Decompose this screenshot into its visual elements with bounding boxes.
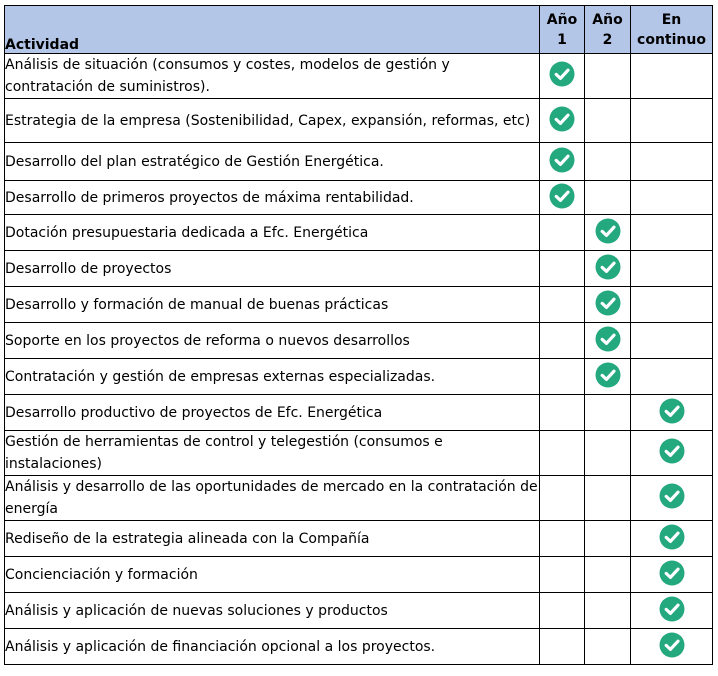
activity-cell: Desarrollo de proyectos [5,251,540,287]
activity-cell: Dotación presupuestaria dedicada a Efc. Energética [5,215,540,251]
activity-cell: Desarrollo del plan estratégico de Gestión Energética. [5,143,540,181]
year1-cell [540,431,585,476]
continuous-cell [631,359,713,395]
check-circle-icon [659,483,685,509]
year1-cell [540,593,585,629]
table-row [5,593,713,629]
activity-cell: Desarrollo de primeros proyectos de máxima rentabilidad. [5,181,540,215]
year2-cell [585,431,631,476]
continuous-cell [631,557,713,593]
year2-cell [585,143,631,181]
header-continuous: En continuo [631,6,713,54]
table-row [5,287,713,323]
activity-cell: Desarrollo productivo de proyectos de Efc. Energética [5,395,540,431]
continuous-cell [631,99,713,143]
year2-cell [585,476,631,521]
check-circle-icon [659,596,685,622]
year2-cell [585,629,631,665]
activity-cell: Análisis y desarrollo de las oportunidades de mercado en la contratación de energía [5,476,540,521]
year2-cell [585,593,631,629]
table-header-row [5,6,713,54]
year1-cell [540,99,585,143]
year1-cell [540,629,585,665]
check-circle-icon [549,106,575,132]
activity-cell: Análisis y aplicación de nuevas soluciones y productos [5,593,540,629]
table-row [5,431,713,476]
table-row [5,395,713,431]
activity-cell: Desarrollo y formación de manual de buenas prácticas [5,287,540,323]
continuous-cell [631,287,713,323]
continuous-cell [631,593,713,629]
check-circle-icon [549,183,575,209]
activity-cell: Gestión de herramientas de control y telegestión (consumos e instalaciones) [5,431,540,476]
activity-cell: Estrategia de la empresa (Sostenibilidad, Capex, expansión, reformas, etc) [5,99,540,143]
table-row [5,359,713,395]
year1-cell [540,215,585,251]
activity-plan-table [4,5,713,665]
check-circle-icon [549,61,575,87]
continuous-cell [631,395,713,431]
activity-cell: Análisis de situación (consumos y costes, modelos de gestión y contratación de suministros). [5,54,540,99]
table-row [5,54,713,99]
activity-cell: Soporte en los proyectos de reforma o nuevos desarrollos [5,323,540,359]
continuous-cell [631,215,713,251]
year1-cell [540,476,585,521]
continuous-cell [631,181,713,215]
check-circle-icon [659,398,685,424]
year1-cell [540,251,585,287]
table-row [5,251,713,287]
year1-cell [540,181,585,215]
check-circle-icon [659,560,685,586]
year2-cell [585,215,631,251]
year2-cell [585,251,631,287]
continuous-cell [631,476,713,521]
check-circle-icon [659,524,685,550]
table-row [5,215,713,251]
year2-cell [585,521,631,557]
continuous-cell [631,431,713,476]
check-circle-icon [595,362,621,388]
year2-cell [585,395,631,431]
year1-cell [540,359,585,395]
year1-cell [540,54,585,99]
check-circle-icon [659,438,685,464]
table-row [5,323,713,359]
header-year-2: Año 2 [585,6,631,54]
year1-cell [540,395,585,431]
table-row [5,476,713,521]
continuous-cell [631,629,713,665]
continuous-cell [631,143,713,181]
check-circle-icon [595,290,621,316]
header-year-1: Año 1 [540,6,585,54]
year2-cell [585,54,631,99]
check-circle-icon [595,326,621,352]
check-circle-icon [549,147,575,173]
check-circle-icon [595,218,621,244]
year1-cell [540,323,585,359]
year2-cell [585,557,631,593]
year1-cell [540,521,585,557]
activity-cell: Concienciación y formación [5,557,540,593]
year2-cell [585,181,631,215]
header-activity: Actividad [5,6,540,54]
year1-cell [540,557,585,593]
continuous-cell [631,323,713,359]
table-row [5,143,713,181]
table-row [5,521,713,557]
continuous-cell [631,54,713,99]
activity-cell: Análisis y aplicación de financiación opcional a los proyectos. [5,629,540,665]
table-row [5,99,713,143]
activity-cell: Contratación y gestión de empresas externas especializadas. [5,359,540,395]
check-circle-icon [595,254,621,280]
year2-cell [585,99,631,143]
year2-cell [585,287,631,323]
year2-cell [585,323,631,359]
table-row [5,557,713,593]
year2-cell [585,359,631,395]
table-row [5,181,713,215]
year1-cell [540,143,585,181]
activity-cell: Rediseño de la estrategia alineada con la Compañía [5,521,540,557]
year1-cell [540,287,585,323]
continuous-cell [631,251,713,287]
continuous-cell [631,521,713,557]
check-circle-icon [659,632,685,658]
table-row [5,629,713,665]
